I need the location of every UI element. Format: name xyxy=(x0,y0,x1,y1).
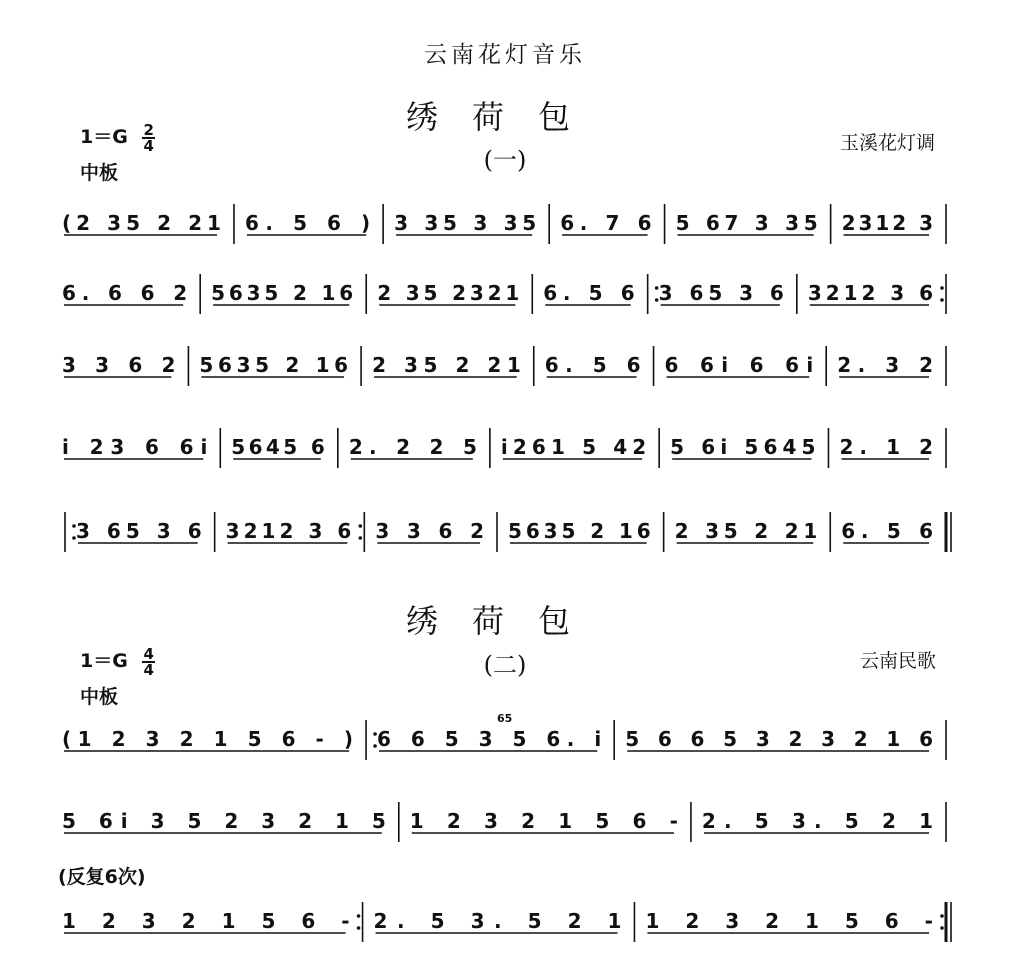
measure-notes: 2. 5 3. 5 2 1 xyxy=(701,809,933,833)
measure-notes: 5635 2 16 xyxy=(211,281,354,305)
measure-notes: 3 65 3 6 xyxy=(658,281,784,305)
song1-key: 1＝G xyxy=(80,126,128,148)
song1-subtitle: (一) xyxy=(483,146,527,174)
song2-subtitle: (二) xyxy=(483,651,527,679)
song2-key: 1＝G xyxy=(80,650,128,672)
measure-notes: 5 6i 3 5 2 3 2 1 5 xyxy=(62,809,386,833)
measure-notes: 3 35 3 35 xyxy=(394,211,537,235)
measure-notes: 6. 7 6 xyxy=(560,211,652,235)
song2-staff-line-2 xyxy=(58,798,953,846)
measure-notes: 5 67 3 35 xyxy=(675,211,818,235)
measure-notes: 1 2 3 2 1 5 6 - xyxy=(409,809,678,833)
measure-notes: 5 6i 5645 xyxy=(670,435,816,459)
measure-notes: 5635 2 16 xyxy=(199,353,349,377)
song1-staff-line-5 xyxy=(58,508,953,556)
song2-line-2-notation xyxy=(58,798,953,846)
song1-staff-line-4 xyxy=(58,424,953,472)
barline xyxy=(359,512,365,552)
measure-notes: 2. 3 2 xyxy=(837,353,933,377)
song2-grace-note: 65 xyxy=(497,712,513,725)
song1-staff-line-2 xyxy=(58,270,953,318)
measure-notes: 2 35 2321 xyxy=(377,281,520,305)
song2-time-signature xyxy=(142,644,154,679)
measure-notes: 6. 5 6 xyxy=(544,353,641,377)
song1-source: 玉溪花灯调 xyxy=(840,132,936,154)
measure-notes: 3212 3 6 xyxy=(225,519,352,543)
measure-notes: 1 2 3 2 1 5 6 - xyxy=(645,909,933,933)
song2-meter-den: 4 xyxy=(143,660,154,679)
song1-staff-line-1 xyxy=(58,200,953,248)
measure-notes: 6. 5 6 xyxy=(841,519,933,543)
song2-meter-num: 4 xyxy=(143,644,154,663)
measure-notes: 3 3 6 2 xyxy=(62,353,176,377)
song2-line-3-notation xyxy=(58,898,953,946)
measure-notes: 2. 1 2 xyxy=(839,435,933,459)
song2-source: 云南民歌 xyxy=(860,650,937,672)
measure-notes: 2312 3 xyxy=(841,211,933,235)
song1-line-2-notation xyxy=(58,270,953,318)
series-title: 云南花灯音乐 xyxy=(424,42,586,68)
barline xyxy=(946,512,951,552)
song1-meter-den: 4 xyxy=(143,136,154,155)
measure-notes: 5 6 6 5 3 2 3 2 1 6 xyxy=(625,727,933,751)
measure-notes: (1 2 3 2 1 5 6 - ) xyxy=(62,727,354,751)
measure-notes: 6 6 5 3 5 6. i xyxy=(377,727,602,751)
song1-line-1-notation xyxy=(58,200,953,248)
barline xyxy=(357,902,363,942)
measure-notes: 3212 3 6 xyxy=(807,281,933,305)
song1-line-5-notation xyxy=(58,508,953,556)
song1-key-signature xyxy=(80,122,155,153)
song1-line-3-notation xyxy=(58,342,953,390)
barline xyxy=(940,274,946,314)
measure-notes: 6. 5 6 ) xyxy=(244,211,371,235)
song1-title: 绣荷包 xyxy=(405,98,604,136)
song2-key-signature xyxy=(80,646,155,677)
song2-tempo: 中板 xyxy=(80,686,119,708)
barline xyxy=(65,512,76,552)
measure-notes: 6 6i 6 6i xyxy=(664,353,814,377)
measure-notes: 5645 6 xyxy=(231,435,325,459)
measure-notes: (2 35 2 21 xyxy=(62,211,221,235)
song2-staff-line-3 xyxy=(58,898,953,946)
measure-notes: 2. 5 3. 5 2 1 xyxy=(373,909,622,933)
measure-notes: 2 35 2 21 xyxy=(372,353,521,377)
barline xyxy=(366,720,377,760)
measure-notes: i 23 6 6i xyxy=(62,435,208,459)
measure-notes: 3 3 6 2 xyxy=(375,519,485,543)
song1-meter-num: 2 xyxy=(143,120,154,139)
measure-notes: 3 65 3 6 xyxy=(76,519,202,543)
song2-title: 绣荷包 xyxy=(405,602,604,640)
barline xyxy=(940,902,951,942)
measure-notes: i261 5 42 xyxy=(500,435,647,459)
song1-tempo: 中板 xyxy=(80,162,119,184)
measure-notes: 5635 2 16 xyxy=(508,519,651,543)
measure-notes: 2 35 2 21 xyxy=(674,519,818,543)
song1-time-signature xyxy=(142,120,154,155)
measure-notes: 2. 2 2 5 xyxy=(348,435,477,459)
measure-notes: 1 2 3 2 1 5 6 - xyxy=(62,909,350,933)
barline xyxy=(648,274,659,314)
song1-staff-line-3 xyxy=(58,342,953,390)
song2-repeat-note: (反复6次) xyxy=(58,866,146,888)
measure-notes: 6. 5 6 xyxy=(543,281,635,305)
measure-notes: 6. 6 6 2 xyxy=(62,281,188,305)
song1-line-4-notation xyxy=(58,424,953,472)
